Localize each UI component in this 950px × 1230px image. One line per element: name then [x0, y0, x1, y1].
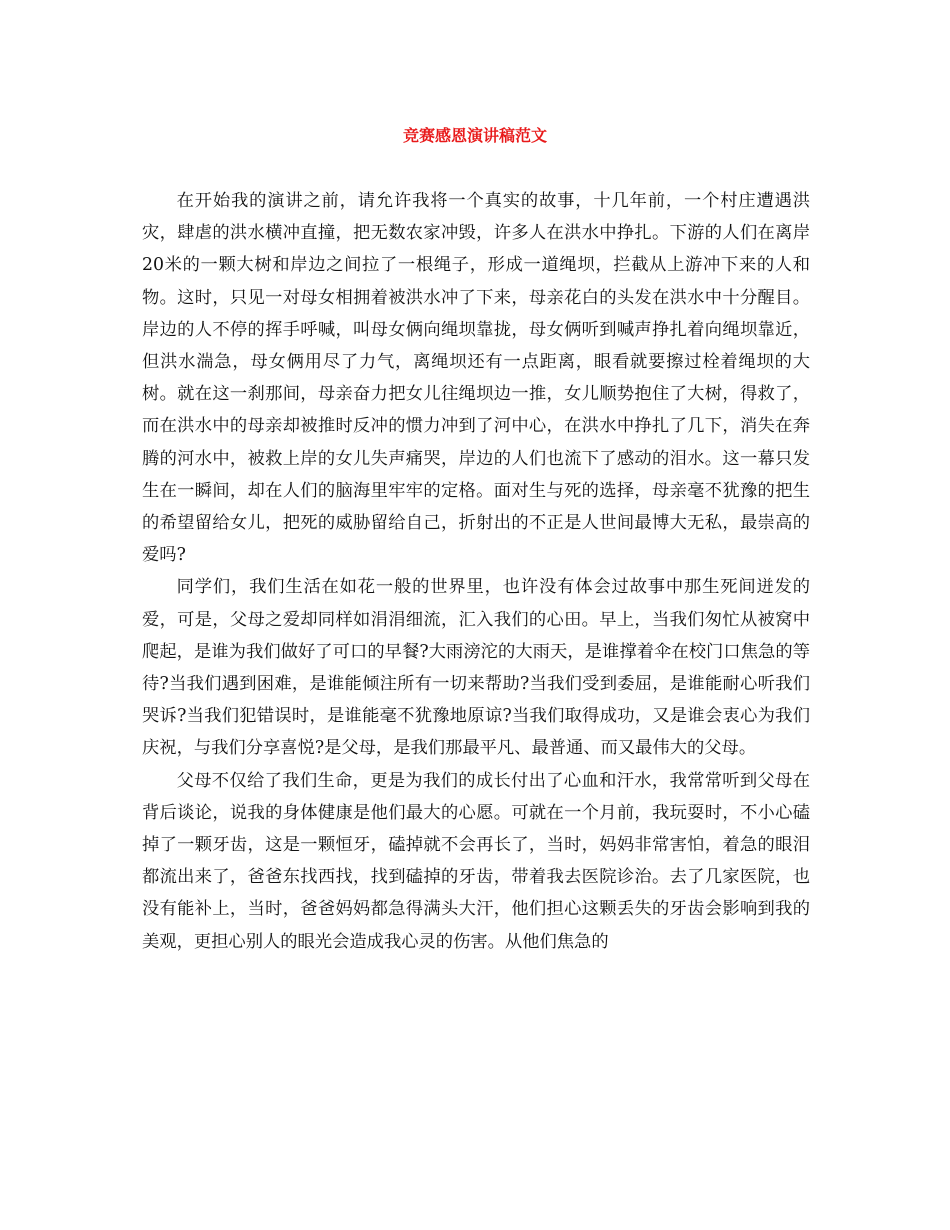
document-title: 竞赛感恩演讲稿范文 [402, 126, 547, 145]
paragraph-2: 同学们，我们生活在如花一般的世界里，也许没有体会过故事中那生死间迸发的爱，可是，父母之爱却同样如涓涓细流，汇入我们的心田。早上，当我们匆忙从被窝中爬起，是谁为我们做好了可口的早餐?大雨滂沱的大雨天，是谁撑着伞在校门口焦急的等待?当我们遇到困难，是谁能倾注所有一切来帮助?当我们受到委屈，是谁能耐心听我们哭诉?当我们犯错误时，是谁能毫不犹豫地原谅?当我们取得成功，又是谁会衷心为我们庆祝，与我们分享喜悦?是父母，是我们那最平凡、最普通、而又最伟大的父母。 [142, 577, 810, 759]
document-body [142, 185, 810, 958]
paragraph-3: 父母不仅给了我们生命，更是为我们的成长付出了心血和汗水，我常常听到父母在背后谈论，说我的身体健康是他们最大的心愿。可就在一个月前，我玩耍时，不小心磕掉了一颗牙齿，这是一颗恒牙，磕掉就不会再长了，当时，妈妈非常害怕，着急的眼泪都流出来了，爸爸东找西找，找到磕掉的牙齿，带着我去医院诊治。去了几家医院，也没有能补上，当时，爸爸妈妈都急得满头大汗，他们担心这颗丢失的牙齿会影响到我的美观，更担心别人的眼光会造成我心灵的伤害。从他们焦急的 [142, 770, 810, 952]
paragraph-1: 在开始我的演讲之前，请允许我将一个真实的故事，十几年前，一个村庄遭遇洪灾，肆虐的洪水横冲直撞，把无数农家冲毁，许多人在洪水中挣扎。下游的人们在离岸20米的一颗大树和岸边之间拉了一根绳子，形成一道绳坝，拦截从上游冲下来的人和物。这时，只见一对母女相拥着被洪水冲了下来，母亲花白的头发在洪水中十分醒目。岸边的人不停的挥手呼喊，叫母女俩向绳坝靠拢，母女俩听到喊声挣扎着向绳坝靠近，但洪水湍急，母女俩用尽了力气，离绳坝还有一点距离，眼看就要擦过栓着绳坝的大树。就在这一刹那间，母亲奋力把女儿往绳坝边一推，女儿顺势抱住了大树，得救了，而在洪水中的母亲却被推时反冲的惯力冲到了河中心，在洪水中挣扎了几下，消失在奔腾的河水中，被救上岸的女儿失声痛哭，岸边的人们也流下了感动的泪水。这一幕只发生在一瞬间，却在人们的脑海里牢牢的定格。面对生与死的选择，母亲毫不犹豫的把生的希望留给女儿，把死的威胁留给自己，折射出的不正是人世间最博大无私，最崇高的爱吗? [142, 191, 810, 566]
